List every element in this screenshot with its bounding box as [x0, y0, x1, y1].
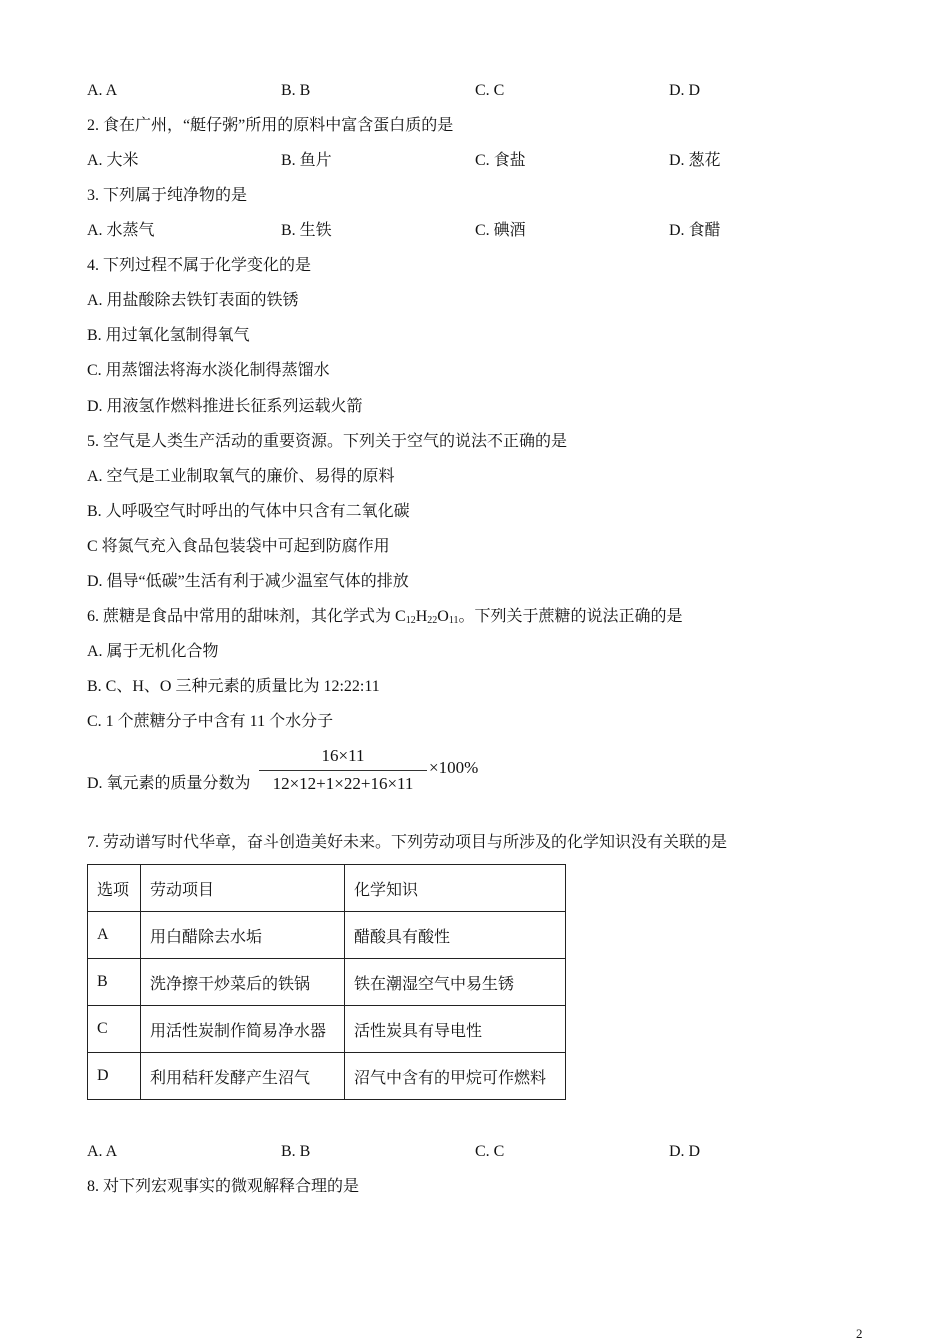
row-b-labor: 洗净擦干炒菜后的铁锅 [141, 959, 345, 1006]
q1-options [87, 81, 887, 101]
table-row [88, 1006, 566, 1053]
table-row [88, 959, 566, 1006]
q8-stem: 8. 对下列宏观事实的微观解释合理的是 [87, 1178, 360, 1195]
q7-option-d: D. D [669, 1143, 701, 1160]
q4-option-a: A. 用盐酸除去铁钉表面的铁锈 [87, 292, 299, 309]
q6-option-a: A. 属于无机化合物 [87, 643, 219, 660]
q5-option-b: B. 人呼吸空气时呼出的气体中只含有二氧化碳 [87, 503, 410, 520]
q1-option-d: D. D [669, 82, 701, 99]
q4-option-b: B. 用过氧化氢制得氧气 [87, 327, 250, 344]
row-a-labor: 用白醋除去水垢 [141, 912, 345, 959]
q6-sub-c: 12 [405, 615, 416, 626]
row-b-knowledge: 铁在潮湿空气中易生锈 [345, 959, 566, 1006]
row-a-knowledge: 醋酸具有酸性 [345, 912, 566, 959]
q6-option-b: B. C、H、O 三种元素的质量比为 12:22:11 [87, 678, 380, 695]
fraction-multiplier: ×100% [429, 758, 479, 777]
q6-stem-post: 。下列关于蔗糖的说法正确的是 [458, 608, 683, 625]
q3-option-c: C. 碘酒 [475, 222, 526, 239]
q1-option-a: A. A [87, 82, 118, 99]
q6-sub-o: 11 [448, 615, 459, 626]
fraction-bar [259, 770, 427, 771]
q5-stem: 5. 空气是人类生产活动的重要资源。下列关于空气的说法不正确的是 [87, 433, 568, 450]
q6-sub-h: 22 [427, 615, 438, 626]
q2-option-d: D. 葱花 [669, 152, 721, 169]
q5-option-a: A. 空气是工业制取氧气的廉价、易得的原料 [87, 468, 395, 485]
q5-option-c: C 将氮气充入食品包装袋中可起到防腐作用 [87, 538, 390, 555]
table-row [88, 1053, 566, 1100]
q6-h: H [415, 608, 428, 625]
q7-option-b: B. B [281, 1143, 311, 1160]
header-option: 选项 [88, 865, 141, 912]
q7-table [87, 864, 566, 1100]
q6-stem-pre: 6. 蔗糖是食品中常用的甜味剂，其化学式为 C [87, 608, 406, 625]
q1-option-b: B. B [281, 82, 311, 99]
row-d-labor: 利用秸秆发酵产生沼气 [141, 1053, 345, 1100]
q6-stem [87, 607, 682, 631]
q3-option-d: D. 食醋 [669, 222, 721, 239]
q6-o: O [437, 608, 449, 625]
q7-option-a: A. A [87, 1143, 118, 1160]
q7-stem: 7. 劳动谱写时代华章，奋斗创造美好未来。下列劳动项目与所涉及的化学知识没有关联的是 [87, 834, 728, 851]
q3-option-a: A. 水蒸气 [87, 222, 155, 239]
q3-stem: 3. 下列属于纯净物的是 [87, 187, 248, 204]
table-header-row [88, 865, 566, 912]
page-number: 2 [856, 1326, 863, 1341]
q2-option-a: A. 大米 [87, 152, 139, 169]
q2-option-c: C. 食盐 [475, 152, 526, 169]
q7-option-c: C. C [475, 1143, 505, 1160]
q5-option-d: D. 倡导“低碳”生活有利于减少温室气体的排放 [87, 573, 409, 590]
q6-option-d-label: D. 氧元素的质量分数为 [87, 775, 251, 792]
q4-option-d: D. 用液氢作燃料推进长征系列运载火箭 [87, 398, 363, 415]
header-labor-item: 劳动项目 [141, 865, 345, 912]
header-chem-knowledge: 化学知识 [345, 865, 566, 912]
q2-stem: 2. 食在广州，“艇仔粥”所用的原料中富含蛋白质的是 [87, 117, 454, 134]
row-c-knowledge: 活性炭具有导电性 [345, 1006, 566, 1053]
table-row [88, 912, 566, 959]
q2-option-b: B. 鱼片 [281, 152, 332, 169]
q2-options [87, 151, 887, 171]
q3-options [87, 221, 887, 241]
q7-options [87, 1142, 887, 1162]
fraction-numerator: 16×11 [321, 746, 365, 765]
q3-option-b: B. 生铁 [281, 222, 332, 239]
row-d-option: D [88, 1053, 141, 1100]
q6-option-c: C. 1 个蔗糖分子中含有 11 个水分子 [87, 713, 334, 730]
row-d-knowledge: 沼气中含有的甲烷可作燃料 [345, 1053, 566, 1100]
q1-option-c: C. C [475, 82, 505, 99]
row-a-option: A [88, 912, 141, 959]
q4-option-c: C. 用蒸馏法将海水淡化制得蒸馏水 [87, 362, 330, 379]
fraction-denominator: 12×12+1×22+16×11 [272, 774, 414, 793]
row-b-option: B [88, 959, 141, 1006]
row-c-labor: 用活性炭制作简易净水器 [141, 1006, 345, 1053]
q4-stem: 4. 下列过程不属于化学变化的是 [87, 257, 312, 274]
row-c-option: C [88, 1006, 141, 1053]
mass-fraction-formula [259, 744, 427, 800]
